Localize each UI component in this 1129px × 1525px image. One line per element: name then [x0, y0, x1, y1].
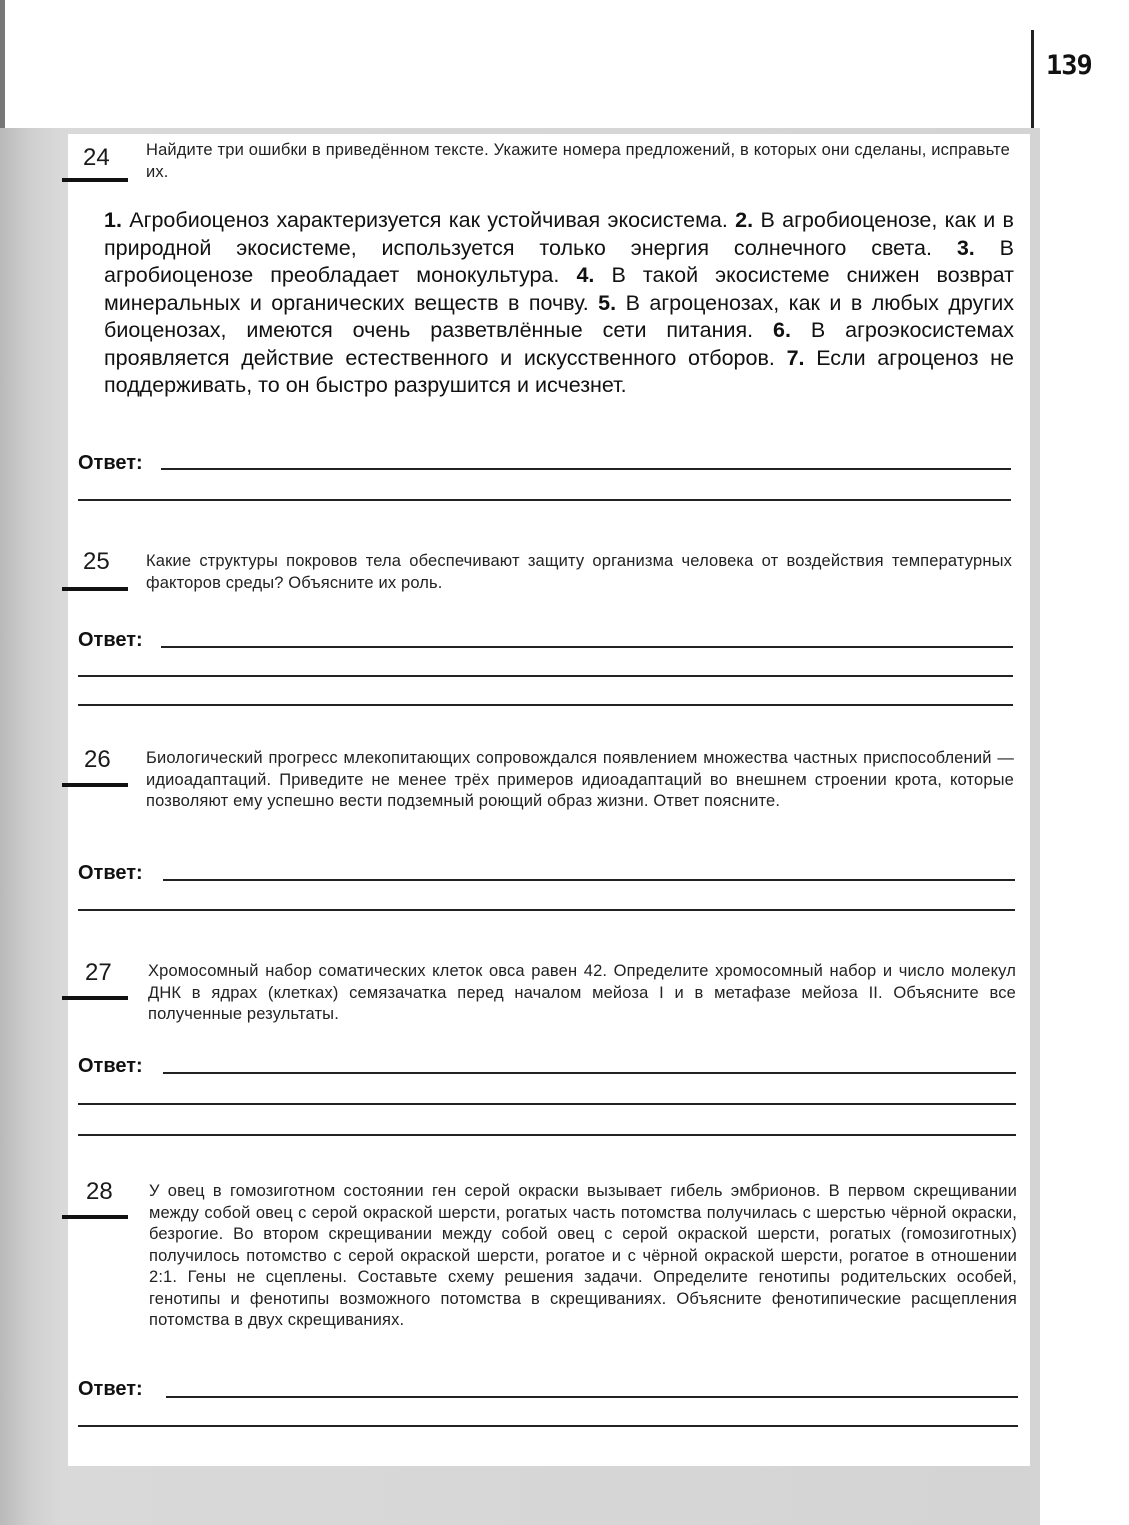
task-number-underline — [62, 587, 128, 591]
sentence-number: 3. — [956, 235, 975, 260]
sentence-text: В агробиоценозе, как и в природной экосистеме, используется только энергия солнечного света. — [104, 208, 1014, 260]
task-number-underline — [62, 178, 128, 182]
answer-line-27-2[interactable] — [78, 1103, 1016, 1105]
sentence-number: 5. — [598, 290, 617, 315]
task-text-sentences — [104, 207, 1014, 400]
answer-line-24-2[interactable] — [78, 499, 1011, 501]
task-prompt-27: Хромосомный набор соматических клеток овса равен 42. Определите хромосомный набор и число молекул ДНК в ядрах (клетках) семязачатка перед началом мейоза I и в метафазе мейоза II. Объясните все полученные результаты. — [148, 962, 1016, 1023]
answer-label-26: Ответ: — [78, 862, 143, 884]
sentence-text: В агроценозах, как и в любых других биоценозах, имеются очень разветвлённые сети питания. — [104, 290, 1014, 342]
answer-line-25-2[interactable] — [78, 675, 1013, 677]
task-prompt-25: Какие структуры покровов тела обеспечивают защиту организма человека от воздействия температурных факторов среды? Объясните их роль. — [146, 552, 1012, 592]
answer-label-25: Ответ: — [78, 629, 143, 651]
task-number-27: 27 — [85, 959, 112, 986]
sentence-number: 2. — [735, 208, 754, 232]
page-header-divider — [1031, 30, 1034, 128]
answer-line-26-2[interactable] — [78, 909, 1015, 911]
sentence-number: 4. — [576, 263, 595, 287]
sentence-text: Если агроценоз не поддерживать, то он быстро разрушится и исчезнет. — [104, 345, 1014, 397]
answer-line-27-3[interactable] — [78, 1134, 1016, 1136]
answer-line-27-1[interactable] — [163, 1072, 1016, 1074]
answer-line-28-2[interactable] — [78, 1425, 1018, 1427]
task-number-underline — [62, 1215, 128, 1219]
sentence-text: В агробиоценозе преобладает монокультура. — [104, 235, 1014, 287]
task-prompt: Найдите три ошибки в приведённом тексте. Укажите номера предложений, в которых они сделаны, исправьте их. — [146, 141, 1010, 181]
task-number-25: 25 — [83, 548, 110, 575]
task-number-underline — [62, 783, 128, 787]
sentence-number: 1. — [104, 208, 122, 232]
answer-line-28-1[interactable] — [166, 1396, 1018, 1398]
sentence-text: Агробиоценоз характеризуется как устойчивая экосистема. — [129, 208, 728, 232]
worksheet — [68, 134, 1030, 1466]
task-number-underline — [62, 996, 128, 1000]
task-prompt-28: У овец в гомозиготном состоянии ген серой окраски вызывает гибель эмбрионов. В первом скрещивании между собой овец с серой окраской шерсти, рогатых часть потомства получилась с шерстью чёрной окраски, безрогие. Во втором скрещивании между собой овец с серой окраской шерсти, рогатых (гомозиготных) получилось потомство с серой окраской шерсти, рогатое и с чёрной окраской шерсти, рогатое в отношении 2:1. Гены не сцеплены. Составьте схему решения задачи. Определите генотипы родительских особей, генотипы и фенотипы возможного потомства в скрещиваниях. Объясните фенотипические расщепления потомства в двух скрещиваниях. — [149, 1182, 1017, 1329]
answer-line-26-1[interactable] — [163, 879, 1015, 881]
answer-label-28: Ответ: — [78, 1378, 143, 1400]
task-number: 24 — [83, 144, 110, 171]
task-number-28: 28 — [86, 1178, 113, 1205]
sentence-text: В агроэкосистемах проявляется действие естественного и искусственного отборов. — [104, 318, 1014, 370]
task-prompt-26: Биологический прогресс млекопитающих сопровождался появлением множества частных приспособлений — идиоадаптаций. Приведите не менее трёх примеров идиоадаптаций во внешнем строении крота, которые позволяют ему успешно вести подземный роющий образ жизни. Ответ поясните. — [146, 749, 1014, 810]
sentence-text: В такой экосистеме снижен возврат минеральных и органических веществ в почву. — [104, 263, 1015, 315]
answer-label-27: Ответ: — [78, 1055, 143, 1077]
task-24 — [68, 134, 1030, 524]
page-number: 139 — [1046, 50, 1092, 81]
sentence-number: 6. — [773, 318, 791, 342]
answer-label-24: Ответ: — [78, 452, 143, 474]
answer-line-25-1[interactable] — [161, 646, 1013, 648]
sentence-number: 7. — [786, 345, 805, 370]
task-number-26: 26 — [84, 746, 111, 773]
answer-line-24-1[interactable] — [161, 468, 1011, 470]
answer-line-25-3[interactable] — [78, 704, 1013, 706]
